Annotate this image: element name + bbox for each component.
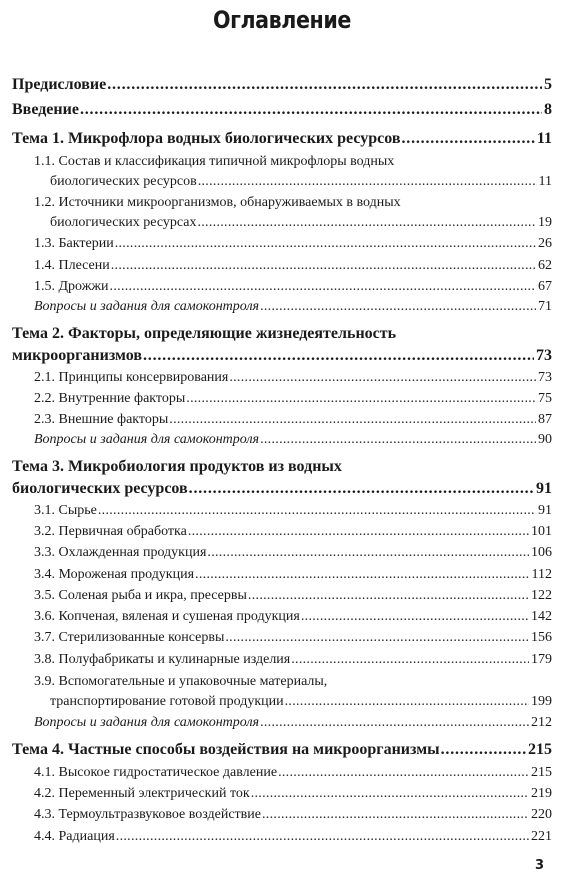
entry-title: 4.1. Высокое гидростатическое давление	[34, 765, 278, 780]
entry-title: Тема 4. Частные способы воздействия на микроорганизмы	[12, 741, 440, 758]
dot-leader	[195, 567, 529, 583]
entry-title: 1.3. Бактерии	[34, 236, 114, 251]
dot-leader	[248, 588, 529, 604]
entry-page: 101	[531, 524, 552, 539]
toc-entry-topic-2[interactable]	[12, 347, 552, 365]
dot-leader	[169, 412, 536, 428]
toc-entry-questions-2[interactable]	[34, 432, 552, 448]
dot-leader	[278, 765, 529, 781]
entry-page: 212	[531, 715, 552, 730]
entry-title: биологических ресурсов	[12, 480, 188, 497]
entry-page: 179	[531, 652, 552, 667]
toc-entry-topic-2-line1: Тема 2. Факторы, определяющие жизнедеятельность	[12, 325, 397, 342]
entry-title: 2.2. Внутренние факторы	[34, 391, 186, 406]
dot-leader	[229, 370, 536, 386]
entry-page: 220	[531, 807, 552, 822]
toc-entry-3-9[interactable]	[50, 694, 552, 710]
entry-title: 3.3. Охлажденная продукция	[34, 545, 207, 560]
toc-entry-2-2[interactable]	[34, 391, 552, 407]
entry-title: 3.2. Первичная обработка	[34, 524, 187, 539]
entry-page: 106	[531, 545, 552, 560]
dot-leader	[285, 694, 529, 710]
toc-entry-questions-3[interactable]	[34, 715, 552, 731]
entry-page: 112	[531, 567, 552, 582]
toc-entry-3-7[interactable]	[34, 630, 552, 646]
dot-leader	[98, 503, 536, 519]
toc-entry-4-2[interactable]	[34, 786, 552, 802]
dot-leader	[197, 215, 536, 231]
dot-leader	[111, 258, 536, 274]
dot-leader	[251, 786, 529, 802]
dot-leader	[260, 715, 529, 731]
entry-page: 19	[538, 215, 552, 230]
entry-title: 3.8. Полуфабрикаты и кулинарные изделия	[34, 652, 291, 667]
toc-entry-questions-1[interactable]	[34, 299, 552, 315]
entry-page: 11	[538, 174, 552, 189]
toc-entry-3-8[interactable]	[34, 652, 552, 668]
toc-entry-4-3[interactable]	[34, 807, 552, 823]
entry-page: 215	[528, 741, 552, 758]
toc-entry-topic-1[interactable]	[12, 130, 552, 148]
entry-title: 3.7. Стерилизованные консервы	[34, 630, 225, 645]
entry-title: транспортирование готовой продукции	[50, 694, 284, 709]
toc-entry-2-1[interactable]	[34, 370, 552, 386]
dot-leader	[207, 545, 529, 561]
dot-leader	[291, 652, 529, 668]
dot-leader	[198, 174, 537, 190]
dot-leader	[262, 807, 529, 823]
entry-page: 5	[544, 76, 552, 93]
entry-page: 11	[536, 130, 552, 147]
page-number: 3	[535, 858, 545, 873]
entry-title: биологических ресурсов	[50, 174, 197, 189]
toc-entry-3-2[interactable]	[34, 524, 552, 540]
entry-title: 3.4. Мороженая продукция	[34, 567, 195, 582]
toc-entry-3-9-line1: 3.9. Вспомогательные и упаковочные материалы,	[34, 674, 328, 689]
entry-title: 3.1. Сырье	[34, 503, 97, 518]
entry-title: 4.2. Переменный электрический ток	[34, 786, 250, 801]
toc-entry-topic-4[interactable]	[12, 741, 552, 759]
dot-leader	[188, 524, 529, 540]
dot-leader	[189, 480, 534, 498]
entry-page: 215	[531, 765, 552, 780]
entry-title: 2.1. Принципы консервирования	[34, 370, 229, 385]
entry-page: 62	[538, 258, 552, 273]
toc-entry-topic-3[interactable]	[12, 480, 552, 498]
entry-title: 2.3. Внешние факторы	[34, 412, 169, 427]
toc-entry-introduction[interactable]	[12, 101, 552, 119]
entry-title: 3.6. Копченая, вяленая и сушеная продукция	[34, 609, 300, 624]
entry-title: 4.3. Термоультразвуковое воздействие	[34, 807, 261, 822]
toc-entry-4-4[interactable]	[34, 829, 552, 845]
entry-page: 90	[538, 432, 552, 447]
entry-page: 91	[538, 503, 552, 518]
entry-page: 26	[538, 236, 552, 251]
entry-page: 221	[531, 829, 552, 844]
dot-leader	[301, 609, 529, 625]
dot-leader	[116, 829, 529, 845]
dot-leader	[80, 101, 542, 119]
dot-leader	[110, 279, 536, 295]
toc-entry-3-1[interactable]	[34, 503, 552, 519]
entry-title: микроорганизмов	[12, 347, 142, 364]
entry-title: Введение	[12, 101, 79, 118]
entry-page: 87	[538, 412, 552, 427]
entry-title: Вопросы и задания для самоконтроля	[34, 432, 260, 447]
toc-entry-3-6[interactable]	[34, 609, 552, 625]
toc-entry-1-1-line1: 1.1. Состав и классификация типичной микрофлоры водных	[34, 154, 395, 169]
toc-entry-1-1[interactable]	[50, 174, 552, 190]
toc-entry-1-2-line1: 1.2. Источники микроорганизмов, обнаруживаемых в водных	[34, 195, 401, 210]
entry-page: 199	[531, 694, 552, 709]
toc-entry-2-3[interactable]	[34, 412, 552, 428]
toc-entry-topic-3-line1: Тема 3. Микробиология продуктов из водных	[12, 458, 342, 475]
entry-title: биологических ресурсах	[50, 215, 197, 230]
toc-entry-4-1[interactable]	[34, 765, 552, 781]
entry-page: 71	[538, 299, 552, 314]
toc-entry-3-3[interactable]	[34, 545, 552, 561]
dot-leader	[107, 76, 542, 94]
dot-leader	[186, 391, 536, 407]
toc-entry-1-3[interactable]	[34, 236, 552, 252]
entry-page: 8	[544, 101, 552, 118]
entry-title: 1.4. Плесени	[34, 258, 110, 273]
toc-entry-1-4[interactable]	[34, 258, 552, 274]
dot-leader	[441, 741, 526, 759]
dot-leader	[401, 130, 534, 148]
entry-page: 142	[531, 609, 552, 624]
entry-page: 219	[531, 786, 552, 801]
entry-page: 67	[538, 279, 552, 294]
toc-entry-1-2[interactable]	[50, 215, 552, 231]
dot-leader	[260, 299, 536, 315]
entry-title: Предисловие	[12, 76, 107, 93]
entry-page: 91	[536, 480, 552, 497]
dot-leader	[260, 432, 536, 448]
entry-title: Вопросы и задания для самоконтроля	[34, 299, 260, 314]
page-title: Оглавление	[213, 6, 351, 34]
entry-page: 73	[536, 347, 552, 364]
entry-title: 1.5. Дрожжи	[34, 279, 109, 294]
entry-title: 4.4. Радиация	[34, 829, 115, 844]
dot-leader	[115, 236, 536, 252]
toc-entry-preface[interactable]	[12, 76, 552, 94]
entry-page: 73	[538, 370, 552, 385]
dot-leader	[143, 347, 534, 365]
entry-page: 156	[531, 630, 552, 645]
entry-page: 75	[538, 391, 552, 406]
entry-title: Тема 1. Микрофлора водных биологических ресурсов	[12, 130, 401, 147]
entry-title: 3.5. Соленая рыба и икра, пресервы	[34, 588, 247, 603]
dot-leader	[225, 630, 529, 646]
entry-page: 122	[531, 588, 552, 603]
toc-entry-1-5[interactable]	[34, 279, 552, 295]
entry-title: Вопросы и задания для самоконтроля	[34, 715, 260, 730]
toc-entry-3-4[interactable]	[34, 567, 552, 583]
toc-entry-3-5[interactable]	[34, 588, 552, 604]
